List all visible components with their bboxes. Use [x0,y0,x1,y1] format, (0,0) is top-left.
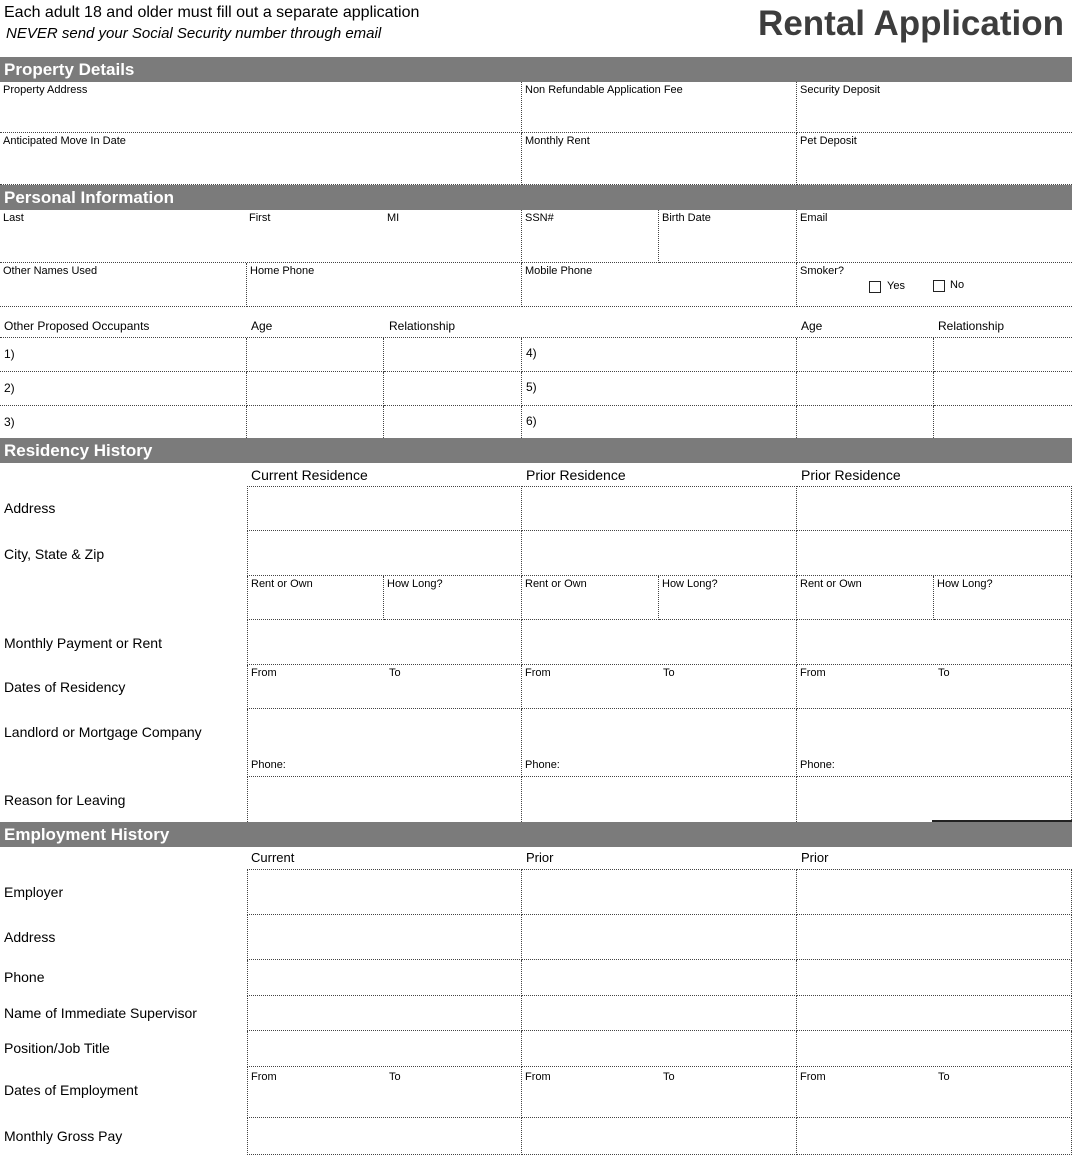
prior-employer-phone-field[interactable] [797,960,1072,996]
monthly-rent-field[interactable] [522,133,797,185]
first-name-label: First [249,212,271,224]
current-residency-dates-field[interactable] [247,665,522,709]
occupant-relationship-label-right: Relationship [938,319,1005,333]
occupant-number: 3) [4,415,15,429]
occupant-number: 6) [526,414,537,428]
prior-residence-city-field[interactable] [797,531,1072,576]
employer-phone-row-label: Phone [4,969,45,985]
occupant-relationship-field[interactable] [384,372,522,406]
move-in-date-label: Anticipated Move In Date [3,135,126,147]
current-employment-column-header: Current [251,850,295,865]
monthly-rent-label: Monthly Rent [525,135,590,147]
prior-employment-column-header: Prior [801,850,829,865]
landlord-phone-label: Phone: [251,759,286,771]
occupant-age-field[interactable] [247,372,384,406]
current-rent-or-own-field[interactable] [247,576,384,620]
prior-employment-dates-field[interactable] [522,1067,797,1118]
occupant-number: 2) [4,381,15,395]
prior-residence-address-field[interactable] [522,486,797,531]
security-deposit-label: Security Deposit [800,84,881,96]
rent-or-own-label: Rent or Own [525,578,587,590]
landlord-phone-label: Phone: [800,759,835,771]
prior-employer-field[interactable] [797,869,1072,915]
supervisor-row-label: Name of Immediate Supervisor [4,1005,197,1021]
residency-history-header: Residency History [0,438,1072,463]
occupant-age-label-right: Age [801,319,823,333]
monthly-gross-pay-row-label: Monthly Gross Pay [4,1128,123,1144]
current-position-field[interactable] [247,1031,522,1067]
how-long-label: How Long? [937,578,993,590]
employment-history-header: Employment History [0,822,1072,847]
occupant-relationship-label-left: Relationship [389,319,456,333]
current-residence-city-field[interactable] [247,531,522,576]
occupant-relationship-field[interactable] [934,406,1072,438]
prior-residence-address-field[interactable] [797,486,1072,531]
prior-rent-or-own-field[interactable] [522,576,659,620]
current-employment-dates-field[interactable] [247,1067,522,1118]
ssn-field[interactable] [522,210,659,263]
occupant-name-field[interactable] [522,338,797,372]
employer-row-label: Employer [4,884,64,900]
prior-employer-address-field[interactable] [797,915,1072,960]
current-residence-address-field[interactable] [247,486,522,531]
current-supervisor-field[interactable] [247,996,522,1031]
personal-information-header: Personal Information [0,185,1072,210]
current-employer-field[interactable] [247,869,522,915]
prior-rent-or-own-field[interactable] [797,576,934,620]
other-names-label: Other Names Used [3,265,98,277]
occupant-number: 1) [4,347,15,361]
occupants-label: Other Proposed Occupants [4,319,150,333]
prior-employer-address-field[interactable] [522,915,797,960]
property-address-label: Property Address [3,84,88,96]
prior-residence-column-header: Prior Residence [801,467,901,483]
current-residence-column-header: Current Residence [251,467,368,483]
page-title: Rental Application [758,4,1064,43]
occupant-age-label-left: Age [251,319,273,333]
home-phone-label: Home Phone [250,265,315,277]
current-how-long-field[interactable] [384,576,522,620]
prior-residence-column-header: Prior Residence [526,467,626,483]
occupant-age-field[interactable] [247,406,384,438]
mobile-phone-label: Mobile Phone [525,265,593,277]
to-label: To [663,1071,675,1083]
occupant-relationship-field[interactable] [934,372,1072,406]
reason-for-leaving-row-label: Reason for Leaving [4,792,126,808]
email-field[interactable] [797,210,1072,263]
application-fee-field[interactable] [522,82,797,133]
employer-address-row-label: Address [4,929,56,945]
current-gross-pay-field[interactable] [247,1118,522,1155]
from-label: From [251,1071,277,1083]
prior-gross-pay-field[interactable] [522,1118,797,1155]
move-in-date-field[interactable] [0,133,522,185]
occupant-name-field[interactable] [522,406,797,438]
to-label: To [389,667,401,679]
how-long-label: How Long? [387,578,443,590]
prior-monthly-payment-field[interactable] [522,620,797,665]
dates-of-employment-row-label: Dates of Employment [4,1082,138,1098]
position-row-label: Position/Job Title [4,1040,110,1056]
adult-instruction-note: Each adult 18 and older must fill out a separate application [4,4,420,21]
prior-reason-for-leaving-field[interactable] [522,777,797,822]
city-state-zip-row-label: City, State & Zip [4,546,105,562]
smoker-no-checkbox[interactable] [933,280,945,292]
occupants-header-row [0,307,1072,338]
smoker-label: Smoker? [800,265,845,277]
landlord-row-label: Landlord or Mortgage Company [4,724,202,740]
property-address-field[interactable] [0,82,522,133]
occupant-relationship-field[interactable] [384,406,522,438]
occupant-relationship-field[interactable] [934,338,1072,372]
current-employer-address-field[interactable] [247,915,522,960]
smoker-yes-checkbox[interactable] [869,281,881,293]
how-long-label: How Long? [662,578,718,590]
occupant-name-field[interactable] [522,372,797,406]
occupant-name-field[interactable] [0,338,247,372]
residence-address-row-label: Address [4,500,56,516]
from-label: From [251,667,277,679]
prior-position-field[interactable] [797,1031,1072,1067]
prior-landlord-field[interactable] [522,709,797,777]
rent-or-own-label: Rent or Own [251,578,313,590]
property-details-header: Property Details [0,57,1072,82]
from-label: From [800,1071,826,1083]
application-fee-label: Non Refundable Application Fee [525,84,683,96]
email-label: Email [800,212,828,224]
monthly-payment-row-label: Monthly Payment or Rent [4,635,162,651]
current-employer-phone-field[interactable] [247,960,522,996]
smoker-field [797,263,1072,307]
prior-how-long-field[interactable] [659,576,797,620]
dates-of-residency-row-label: Dates of Residency [4,679,126,695]
to-label: To [938,667,950,679]
birth-date-field[interactable] [659,210,797,263]
occupant-age-field[interactable] [247,338,384,372]
prior-landlord-field[interactable] [797,709,1072,777]
prior-supervisor-field[interactable] [797,996,1072,1031]
ssn-label: SSN# [525,212,554,224]
occupant-name-field[interactable] [0,372,247,406]
prior-monthly-payment-field[interactable] [797,620,1072,665]
prior-employment-dates-field[interactable] [797,1067,1072,1118]
occupant-age-field[interactable] [797,406,934,438]
birth-date-label: Birth Date [662,212,711,224]
mobile-phone-field[interactable] [522,263,797,307]
prior-residency-dates-field[interactable] [522,665,797,709]
pet-deposit-field[interactable] [797,133,1072,185]
to-label: To [663,667,675,679]
current-reason-for-leaving-field[interactable] [247,777,522,822]
current-monthly-payment-field[interactable] [247,620,522,665]
occupant-age-field[interactable] [797,338,934,372]
occupant-name-field[interactable] [0,406,247,438]
prior-residency-dates-field[interactable] [797,665,1072,709]
prior-employer-field[interactable] [522,869,797,915]
full-name-field[interactable] [0,210,522,263]
home-phone-field[interactable] [247,263,522,307]
prior-residence-city-field[interactable] [522,531,797,576]
other-names-field[interactable] [0,263,247,307]
prior-position-field[interactable] [522,1031,797,1067]
prior-supervisor-field[interactable] [522,996,797,1031]
prior-how-long-field[interactable] [934,576,1072,620]
ssn-warning-note: NEVER send your Social Security number through email [6,25,382,42]
prior-employment-column-header: Prior [526,850,554,865]
smoker-yes-label: Yes [887,280,905,292]
prior-employer-phone-field[interactable] [522,960,797,996]
from-label: From [800,667,826,679]
pet-deposit-label: Pet Deposit [800,135,857,147]
to-label: To [938,1071,950,1083]
landlord-phone-label: Phone: [525,759,560,771]
middle-initial-label: MI [387,212,400,224]
last-name-label: Last [3,212,24,224]
smoker-no-label: No [950,279,965,291]
prior-reason-for-leaving-field[interactable] [797,777,1072,822]
prior-gross-pay-field[interactable] [797,1118,1072,1155]
current-landlord-field[interactable] [247,709,522,777]
occupant-relationship-field[interactable] [384,338,522,372]
from-label: From [525,1071,551,1083]
occupant-age-field[interactable] [797,372,934,406]
occupant-number: 4) [526,346,537,360]
occupant-number: 5) [526,380,537,394]
rent-or-own-label: Rent or Own [800,578,862,590]
security-deposit-field[interactable] [797,82,1072,133]
from-label: From [525,667,551,679]
to-label: To [389,1071,401,1083]
